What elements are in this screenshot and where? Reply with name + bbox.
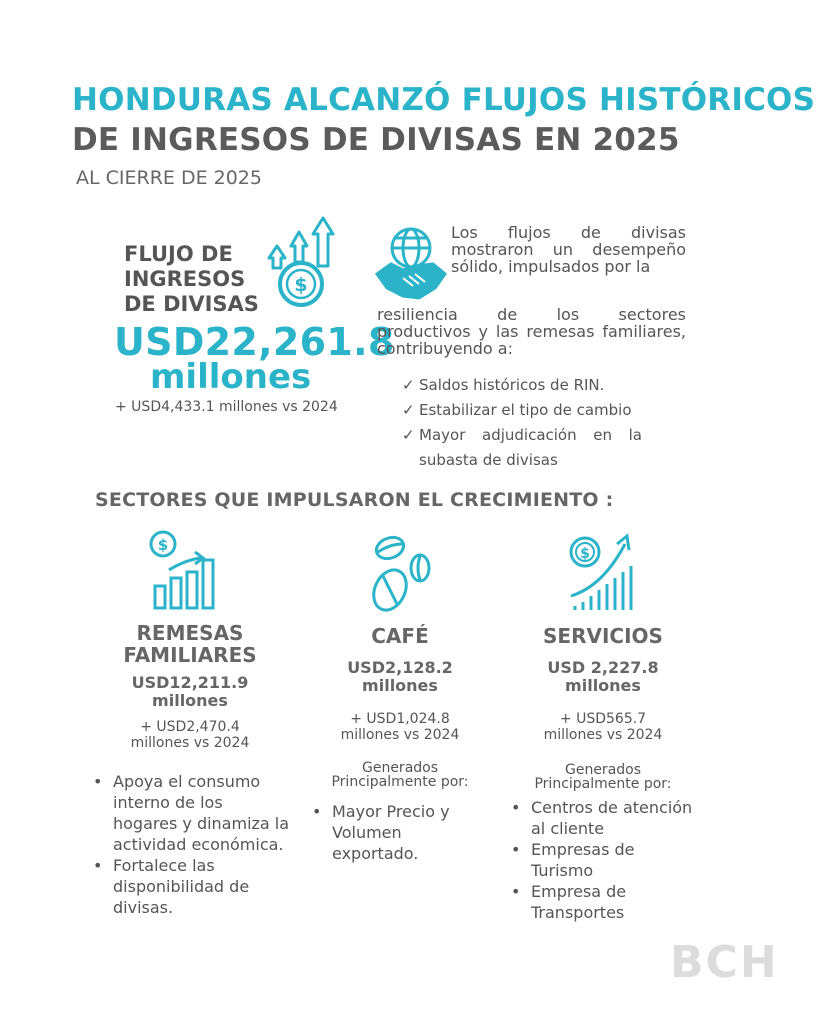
list-item — [93, 771, 291, 855]
sector-unit: millones — [152, 691, 228, 710]
bullet-icon: • — [511, 840, 521, 859]
sector-vs: millones vs 2024 — [543, 727, 663, 743]
bullet-icon: • — [93, 772, 103, 791]
sector-cafe — [310, 625, 490, 789]
flow-label-line: FLUJO DE — [124, 242, 233, 266]
sector-name: REMESAS — [136, 621, 244, 645]
total-vs-previous: + USD4,433.1 millones vs 2024 — [115, 399, 338, 415]
list-item — [511, 881, 701, 923]
sector-vs: + USD1,024.8 — [350, 711, 450, 727]
check-icon: ✓ — [402, 376, 415, 394]
list-item-text: Empresas de Turismo — [531, 840, 635, 880]
contribution-text: Saldos históricos de RIN. — [419, 376, 605, 394]
contribution-item — [402, 375, 642, 395]
bullet-icon: • — [312, 802, 322, 821]
contribution-text: Mayor adjudicación en la — [419, 426, 642, 444]
remesas-bullets — [93, 771, 291, 918]
description-continued — [377, 306, 686, 357]
flow-label-line: INGRESOS — [124, 267, 246, 291]
total-amount: USD22,261.8 — [114, 320, 395, 364]
contributions-list — [402, 375, 642, 470]
sector-generated: Generados — [361, 760, 439, 776]
coffee-beans-icon — [360, 530, 440, 618]
list-item-text: Fortalece las disponibilidad de divisas. — [113, 856, 250, 917]
description-line: sólido, impulsados por la — [451, 257, 651, 276]
total-unit: millones — [150, 357, 312, 397]
description-line: mostraron un desempeño — [451, 240, 686, 259]
sector-amount: USD 2,227.8 — [547, 658, 659, 677]
list-item — [312, 801, 472, 864]
list-item-text: Mayor Precio y Volumen exportado. — [332, 802, 450, 863]
sector-amount: USD2,128.2 — [347, 658, 453, 677]
contribution-item — [402, 425, 642, 445]
list-item — [511, 839, 701, 881]
flow-label-line: DE DIVISAS — [124, 292, 259, 316]
sector-vs: millones vs 2024 — [340, 727, 460, 743]
sector-generated: Generados — [564, 762, 642, 778]
cafe-bullets — [312, 801, 472, 864]
bullet-icon: • — [93, 856, 103, 875]
sector-generated: Principalmente por: — [331, 774, 469, 790]
list-item-text: Centros de atención al cliente — [531, 798, 693, 838]
sector-unit: millones — [565, 676, 641, 695]
bullet-icon: • — [511, 798, 521, 817]
services-growth-icon — [563, 530, 643, 618]
sector-vs: + USD2,470.4 — [140, 719, 240, 735]
sector-remesas — [100, 622, 280, 751]
sector-amount: USD12,211.9 — [131, 673, 249, 692]
contribution-item — [402, 400, 642, 420]
money-growth-icon — [263, 210, 348, 314]
sector-unit: millones — [362, 676, 438, 695]
list-item-text: Empresa de Transportes — [531, 882, 627, 922]
list-item-text: Apoya el consumo interno de los hogares y dinamiza la actividad económica. — [113, 772, 290, 854]
globe-handshake-icon — [373, 226, 448, 308]
svg-text:$: $ — [157, 536, 169, 554]
remittance-chart-icon — [145, 528, 225, 616]
sector-name: CAFÉ — [371, 624, 429, 648]
sector-vs: + USD565.7 — [559, 711, 647, 727]
list-item — [93, 855, 291, 918]
description-line: contribuyendo a: — [377, 339, 513, 358]
check-icon: ✓ — [402, 401, 415, 419]
sectors-title: SECTORES QUE IMPULSARON EL CRECIMIENTO : — [95, 489, 614, 511]
flow-label — [124, 242, 274, 317]
servicios-bullets — [511, 797, 701, 923]
description-line: resiliencia de los sectores — [377, 305, 686, 324]
sector-name: SERVICIOS — [543, 624, 663, 648]
description-line: Los flujos de divisas — [451, 223, 686, 242]
bch-logo: BCH — [670, 937, 779, 988]
sector-vs: millones vs 2024 — [130, 735, 250, 751]
sector-generated: Principalmente por: — [534, 776, 672, 792]
title-line-1: HONDURAS ALCANZÓ FLUJOS HISTÓRICOS — [72, 82, 816, 118]
sector-name: FAMILIARES — [123, 643, 257, 667]
title-line-2: DE INGRESOS DE DIVISAS EN 2025 — [72, 122, 680, 158]
bullet-icon: • — [511, 882, 521, 901]
svg-text:$: $ — [294, 274, 308, 296]
description-line: productivos y las remesas familiares, — [377, 322, 686, 341]
subtitle: AL CIERRE DE 2025 — [76, 167, 262, 189]
description-intro — [451, 224, 686, 275]
contribution-text-continued: subasta de divisas — [419, 451, 558, 469]
sector-servicios — [513, 625, 693, 791]
check-icon: ✓ — [402, 426, 415, 444]
svg-text:$: $ — [580, 546, 590, 562]
list-item — [511, 797, 701, 839]
contribution-text: Estabilizar el tipo de cambio — [419, 401, 632, 419]
